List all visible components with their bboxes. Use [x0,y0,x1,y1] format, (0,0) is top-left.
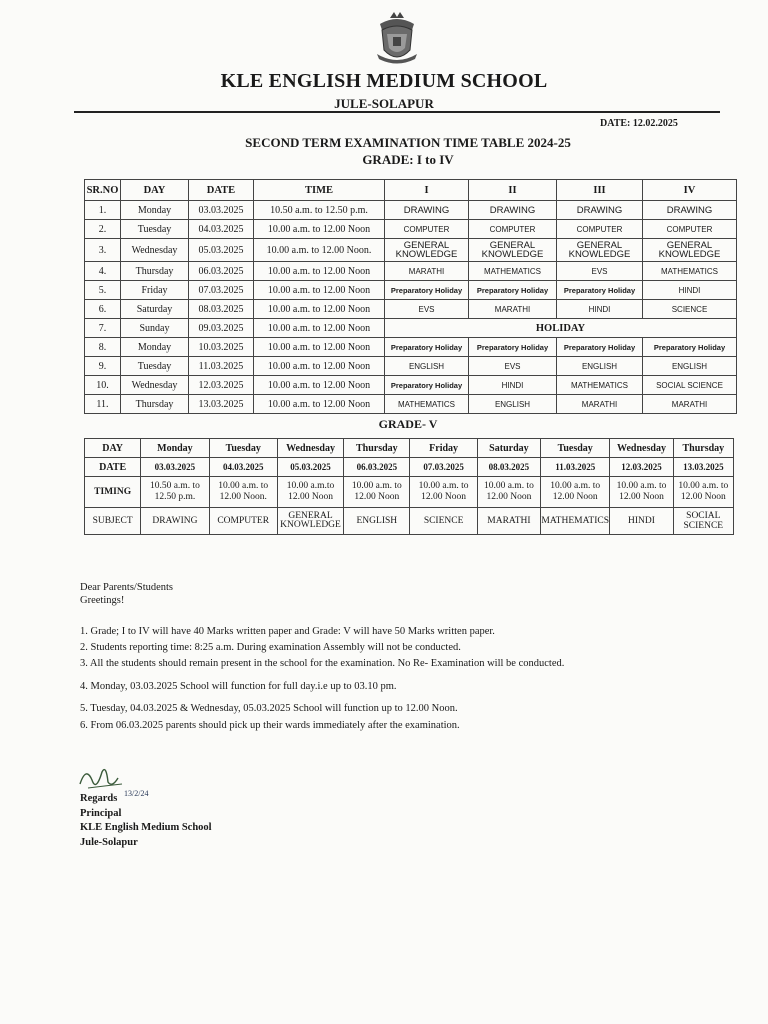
cell-day: Monday [121,338,189,357]
cell-grade-4: Preparatory Holiday [643,338,737,357]
cell-grade-1: Preparatory Holiday [385,338,469,357]
cell-grade-1: DRAWING [385,201,469,220]
date-cell: 08.03.2025 [477,458,540,477]
header-day: DAY [121,180,189,201]
cell-time: 10.00 a.m. to 12.00 Noon [254,319,385,338]
cell-time: 10.00 a.m. to 12.00 Noon [254,281,385,300]
cell-grade-1: MARATHI [385,262,469,281]
subject-cell: DRAWING [141,508,209,535]
grade-1-4-timetable [84,179,737,414]
row-label-day: DAY [85,439,141,458]
cell-sr: 6. [85,300,121,319]
grade-range-title: GRADE: I to IV [362,152,454,167]
day-cell: Monday [141,439,209,458]
timing-cell: 10.50 a.m. to 12.50 p.m. [141,477,209,508]
header-grade-3: III [557,180,643,201]
cell-grade-3: GENERAL KNOWLEDGE [557,239,643,262]
cell-time: 10.00 a.m. to 12.00 Noon [254,357,385,376]
cell-day: Thursday [121,395,189,414]
cell-grade-1: GENERAL KNOWLEDGE [385,239,469,262]
cell-grade-2: MATHEMATICS [469,262,557,281]
greeting-line: Greetings! [80,595,125,606]
cell-grade-3: DRAWING [557,201,643,220]
table-row [85,201,737,220]
cell-day: Monday [121,201,189,220]
instruction-item: 3. All the students should remain present in the school for the examination. No Re- Examination will be conducted. [80,658,565,669]
instruction-item: 1. Grade; I to IV will have 40 Marks written paper and Grade: V will have 50 Marks written paper. [80,626,495,637]
grade-5-title: GRADE- V [378,417,438,431]
day-cell: Tuesday [209,439,277,458]
instruction-item: 5. Tuesday, 04.03.2025 & Wednesday, 05.03.2025 School will function up to 12.00 Noon. [80,703,458,714]
closing-line: KLE English Medium School [80,822,212,833]
table-row [85,376,737,395]
cell-grade-3: MARATHI [557,395,643,414]
cell-grade-3: ENGLISH [557,357,643,376]
instruction-item: 4. Monday, 03.03.2025 School will function for full day.i.e up to 03.10 pm. [80,681,397,692]
row-label-subject: SUBJECT [85,508,141,535]
cell-sr: 3. [85,239,121,262]
cell-sr: 4. [85,262,121,281]
subject-cell: GENERAL KNOWLEDGE [277,508,343,535]
cell-day: Wednesday [121,239,189,262]
cell-time: 10.00 a.m. to 12.00 Noon [254,220,385,239]
cell-grade-3: HINDI [557,300,643,319]
cell-sr: 5. [85,281,121,300]
date-cell: 06.03.2025 [344,458,410,477]
cell-grade-4: MARATHI [643,395,737,414]
cell-day: Wednesday [121,376,189,395]
cell-time: 10.00 a.m. to 12.00 Noon [254,395,385,414]
cell-sr: 8. [85,338,121,357]
cell-grade-3: COMPUTER [557,220,643,239]
date-cell: 12.03.2025 [610,458,673,477]
subject-cell: HINDI [610,508,673,535]
cell-sr: 9. [85,357,121,376]
instruction-item: 6. From 06.03.2025 parents should pick up their wards immediately after the examination. [80,720,460,731]
cell-date: 04.03.2025 [189,220,254,239]
timing-cell: 10.00 a.m. to 12.00 Noon [610,477,673,508]
cell-grade-4: HINDI [643,281,737,300]
timing-row [85,477,734,508]
cell-time: 10.00 a.m. to 12.00 Noon [254,376,385,395]
cell-grade-1: Preparatory Holiday [385,281,469,300]
cell-date: 06.03.2025 [189,262,254,281]
cell-date: 10.03.2025 [189,338,254,357]
cell-day: Sunday [121,319,189,338]
cell-time: 10.00 a.m. to 12.00 Noon [254,338,385,357]
timetable-title: SECOND TERM EXAMINATION TIME TABLE 2024-25 [245,135,571,150]
day-cell: Saturday [477,439,540,458]
cell-date: 05.03.2025 [189,239,254,262]
cell-sr: 11. [85,395,121,414]
cell-day: Saturday [121,300,189,319]
cell-sr: 7. [85,319,121,338]
cell-grade-2: MARATHI [469,300,557,319]
cell-grade-4: SCIENCE [643,300,737,319]
date-cell: 07.03.2025 [410,458,477,477]
cell-grade-3: MATHEMATICS [557,376,643,395]
cell-grade-2: GENERAL KNOWLEDGE [469,239,557,262]
day-cell: Wednesday [610,439,673,458]
header-grade-4: IV [643,180,737,201]
cell-sr: 10. [85,376,121,395]
timing-cell: 10.00 a.m. to 12.00 Noon [410,477,477,508]
table-row [85,220,737,239]
header-grade-1: I [385,180,469,201]
subject-cell: MARATHI [477,508,540,535]
timing-cell: 10.00 a.m. to 12.00 Noon [541,477,610,508]
cell-date: 12.03.2025 [189,376,254,395]
subject-row [85,508,734,535]
subject-cell: SCIENCE [410,508,477,535]
header-grade-2: II [469,180,557,201]
table-header-row [85,180,737,201]
cell-day: Tuesday [121,357,189,376]
document-date: DATE: 12.02.2025 [600,118,678,129]
cell-day: Thursday [121,262,189,281]
cell-grade-2: Preparatory Holiday [469,338,557,357]
school-location: JULE-SOLAPUR [334,96,434,111]
cell-time: 10.00 a.m. to 12.00 Noon. [254,239,385,262]
cell-grade-1: MATHEMATICS [385,395,469,414]
day-cell: Thursday [673,439,733,458]
cell-grade-2: DRAWING [469,201,557,220]
subject-cell: MATHEMATICS [541,508,610,535]
header-sr-no: SR.NO [85,180,121,201]
cell-grade-4: GENERAL KNOWLEDGE [643,239,737,262]
closing-line: Regards [80,793,118,804]
grade-5-timetable [84,438,734,535]
closing-line: Jule-Solapur [80,836,138,848]
cell-grade-2: COMPUTER [469,220,557,239]
cell-grade-2: ENGLISH [469,395,557,414]
date-cell: 03.03.2025 [141,458,209,477]
table-row [85,357,737,376]
timing-cell: 10.00 a.m. to 12.00 Noon [477,477,540,508]
cell-grade-2: HINDI [469,376,557,395]
day-row [85,439,734,458]
salutation [80,581,173,607]
date-cell: 11.03.2025 [541,458,610,477]
cell-sr: 1. [85,201,121,220]
table-row [85,281,737,300]
cell-grade-2: Preparatory Holiday [469,281,557,300]
cell-time: 10.00 a.m. to 12.00 Noon [254,300,385,319]
table-row [85,300,737,319]
school-crest-logo [372,10,422,66]
header-time: TIME [254,180,385,201]
cell-grade-1: EVS [385,300,469,319]
cell-time: 10.00 a.m. to 12.00 Noon [254,262,385,281]
row-label-timing: TIMING [85,477,141,508]
holiday-cell: HOLIDAY [385,319,737,338]
school-name: KLE ENGLISH MEDIUM SCHOOL [220,70,548,92]
instruction-item: 2. Students reporting time: 8:25 a.m. During examination Assembly will not be conducted. [80,642,461,653]
day-cell: Thursday [344,439,410,458]
cell-day: Friday [121,281,189,300]
header-divider [74,111,720,113]
cell-grade-4: DRAWING [643,201,737,220]
cell-date: 07.03.2025 [189,281,254,300]
cell-grade-3: Preparatory Holiday [557,338,643,357]
date-cell: 05.03.2025 [277,458,343,477]
timing-cell: 10.00 a.m. to 12.00 Noon. [209,477,277,508]
table-row [85,319,737,338]
cell-date: 11.03.2025 [189,357,254,376]
day-cell: Wednesday [277,439,343,458]
row-label-date: DATE [85,458,141,477]
date-row [85,458,734,477]
timing-cell: 10.00 a.m. to 12.00 Noon [673,477,733,508]
cell-time: 10.50 a.m. to 12.50 p.m. [254,201,385,220]
cell-date: 09.03.2025 [189,319,254,338]
cell-date: 03.03.2025 [189,201,254,220]
cell-grade-1: COMPUTER [385,220,469,239]
subject-cell: ENGLISH [344,508,410,535]
cell-grade-3: Preparatory Holiday [557,281,643,300]
cell-grade-4: MATHEMATICS [643,262,737,281]
table-row [85,338,737,357]
cell-grade-3: EVS [557,262,643,281]
cell-grade-4: SOCIAL SCIENCE [643,376,737,395]
cell-grade-1: ENGLISH [385,357,469,376]
day-cell: Tuesday [541,439,610,458]
greeting-line: Dear Parents/Students [80,582,174,593]
closing-block [80,792,212,850]
cell-grade-1: Preparatory Holiday [385,376,469,395]
header-date: DATE [189,180,254,201]
cell-date: 08.03.2025 [189,300,254,319]
closing-line: Principal [80,807,122,819]
cell-day: Tuesday [121,220,189,239]
date-cell: 04.03.2025 [209,458,277,477]
subject-cell: COMPUTER [209,508,277,535]
date-cell: 13.03.2025 [673,458,733,477]
signature-date: 13/2/24 [124,789,149,798]
day-cell: Friday [410,439,477,458]
table-row [85,239,737,262]
table-row [85,262,737,281]
subject-cell: SOCIAL SCIENCE [673,508,733,535]
cell-grade-2: EVS [469,357,557,376]
cell-sr: 2. [85,220,121,239]
cell-date: 13.03.2025 [189,395,254,414]
timing-cell: 10.00 a.m. to 12.00 Noon [344,477,410,508]
table-row [85,395,737,414]
timing-cell: 10.00 a.m.to 12.00 Noon [277,477,343,508]
cell-grade-4: COMPUTER [643,220,737,239]
cell-grade-4: ENGLISH [643,357,737,376]
